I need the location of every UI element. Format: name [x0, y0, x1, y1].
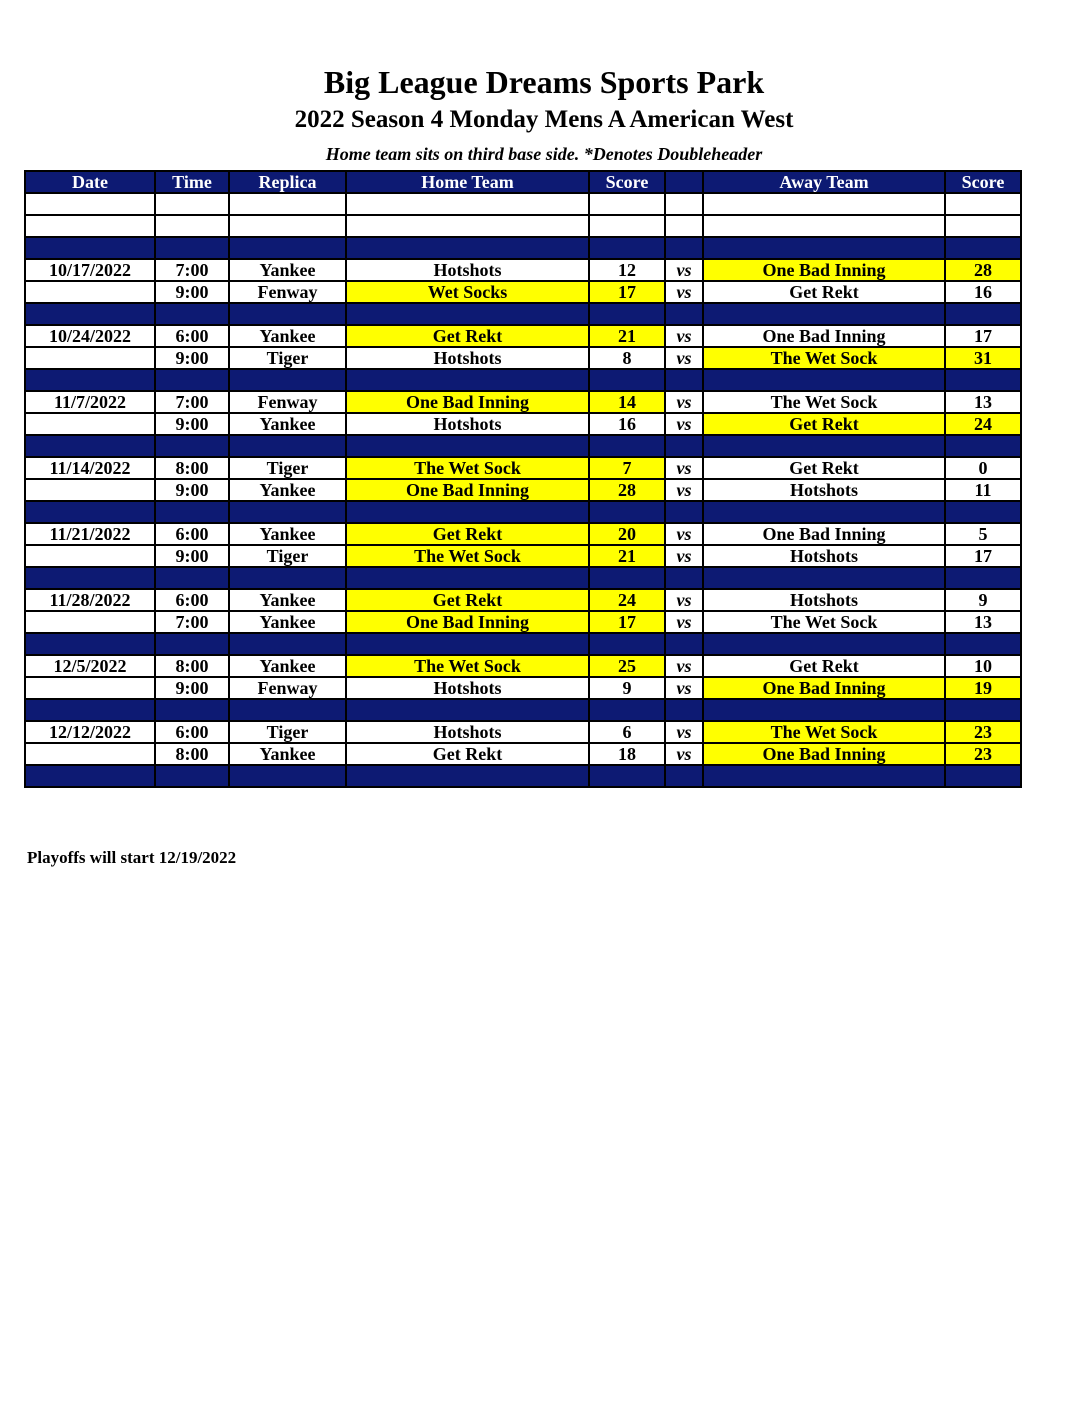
away-team: Hotshots: [703, 479, 945, 501]
away-team: Get Rekt: [703, 413, 945, 435]
away-team: The Wet Sock: [703, 721, 945, 743]
away-score: 13: [945, 391, 1021, 413]
blank-row: [25, 193, 1021, 215]
home-score: 24: [589, 589, 665, 611]
away-score: 19: [945, 677, 1021, 699]
game-replica: Yankee: [229, 413, 346, 435]
game-row: [25, 523, 1021, 545]
game-date: 12/5/2022: [25, 655, 155, 677]
separator-row: [25, 567, 1021, 589]
game-replica: Fenway: [229, 391, 346, 413]
home-score: 20: [589, 523, 665, 545]
home-score: 17: [589, 281, 665, 303]
game-date: [25, 281, 155, 303]
page-subtitle: 2022 Season 4 Monday Mens A American West: [294, 106, 794, 133]
away-team: One Bad Inning: [703, 325, 945, 347]
home-score: 14: [589, 391, 665, 413]
game-time: 9:00: [155, 479, 229, 501]
home-team: Get Rekt: [346, 523, 589, 545]
game-row: [25, 589, 1021, 611]
game-date: 11/7/2022: [25, 391, 155, 413]
away-team: Hotshots: [703, 589, 945, 611]
game-date: 11/14/2022: [25, 457, 155, 479]
col-header-time: Time: [155, 171, 229, 193]
vs-label: vs: [665, 259, 703, 281]
game-date: [25, 479, 155, 501]
away-score: 24: [945, 413, 1021, 435]
game-time: 6:00: [155, 523, 229, 545]
col-header-home-score: Score: [589, 171, 665, 193]
away-team: The Wet Sock: [703, 347, 945, 369]
game-replica: Tiger: [229, 721, 346, 743]
away-score: 10: [945, 655, 1021, 677]
game-time: 7:00: [155, 611, 229, 633]
home-team: Hotshots: [346, 259, 589, 281]
game-row: [25, 259, 1021, 281]
home-score: 21: [589, 545, 665, 567]
home-score: 25: [589, 655, 665, 677]
game-time: 9:00: [155, 347, 229, 369]
vs-label: vs: [665, 721, 703, 743]
separator-row: [25, 501, 1021, 523]
game-time: 6:00: [155, 589, 229, 611]
vs-label: vs: [665, 589, 703, 611]
game-replica: Tiger: [229, 545, 346, 567]
home-score: 6: [589, 721, 665, 743]
playoffs-note: Playoffs will start 12/19/2022: [27, 848, 237, 867]
away-score: 9: [945, 589, 1021, 611]
vs-label: vs: [665, 413, 703, 435]
game-replica: Yankee: [229, 655, 346, 677]
away-score: 11: [945, 479, 1021, 501]
game-date: [25, 545, 155, 567]
vs-label: vs: [665, 347, 703, 369]
game-row: [25, 281, 1021, 303]
home-team: One Bad Inning: [346, 391, 589, 413]
home-score: 12: [589, 259, 665, 281]
separator-row: [25, 369, 1021, 391]
game-time: 8:00: [155, 457, 229, 479]
blank-row: [25, 215, 1021, 237]
game-replica: Yankee: [229, 523, 346, 545]
away-score: 13: [945, 611, 1021, 633]
game-row: [25, 457, 1021, 479]
game-time: 8:00: [155, 743, 229, 765]
game-replica: Yankee: [229, 743, 346, 765]
vs-label: vs: [665, 743, 703, 765]
game-date: [25, 611, 155, 633]
game-replica: Fenway: [229, 281, 346, 303]
game-row: [25, 721, 1021, 743]
game-time: 7:00: [155, 391, 229, 413]
game-replica: Yankee: [229, 479, 346, 501]
game-replica: Yankee: [229, 325, 346, 347]
game-date: [25, 347, 155, 369]
game-time: 9:00: [155, 413, 229, 435]
game-time: 8:00: [155, 655, 229, 677]
vs-label: vs: [665, 281, 703, 303]
game-date: 12/12/2022: [25, 721, 155, 743]
schedule-table: [24, 170, 1022, 788]
away-team: One Bad Inning: [703, 743, 945, 765]
game-row: [25, 655, 1021, 677]
home-team: One Bad Inning: [346, 479, 589, 501]
home-score: 18: [589, 743, 665, 765]
home-team: Get Rekt: [346, 325, 589, 347]
home-team: The Wet Sock: [346, 655, 589, 677]
game-replica: Tiger: [229, 347, 346, 369]
home-team: One Bad Inning: [346, 611, 589, 633]
home-team: Hotshots: [346, 677, 589, 699]
vs-label: vs: [665, 523, 703, 545]
away-team: Get Rekt: [703, 655, 945, 677]
game-time: 9:00: [155, 677, 229, 699]
game-replica: Yankee: [229, 589, 346, 611]
vs-label: vs: [665, 325, 703, 347]
game-replica: Yankee: [229, 611, 346, 633]
away-team: Get Rekt: [703, 281, 945, 303]
game-time: 6:00: [155, 721, 229, 743]
game-time: 9:00: [155, 545, 229, 567]
away-score: 16: [945, 281, 1021, 303]
header-row: [25, 171, 1021, 193]
game-row: [25, 479, 1021, 501]
game-date: [25, 413, 155, 435]
game-row: [25, 611, 1021, 633]
game-time: 9:00: [155, 281, 229, 303]
col-header-date: Date: [25, 171, 155, 193]
home-team: The Wet Sock: [346, 457, 589, 479]
separator-row: [25, 765, 1021, 787]
home-score: 7: [589, 457, 665, 479]
separator-row: [25, 435, 1021, 457]
home-score: 21: [589, 325, 665, 347]
vs-label: vs: [665, 391, 703, 413]
game-row: [25, 391, 1021, 413]
vs-label: vs: [665, 479, 703, 501]
away-score: 17: [945, 545, 1021, 567]
away-score: 17: [945, 325, 1021, 347]
separator-row: [25, 303, 1021, 325]
col-header-away-score: Score: [945, 171, 1021, 193]
away-score: 5: [945, 523, 1021, 545]
game-row: [25, 743, 1021, 765]
home-team: Hotshots: [346, 413, 589, 435]
home-score: 17: [589, 611, 665, 633]
col-header-replica: Replica: [229, 171, 346, 193]
game-date: 11/28/2022: [25, 589, 155, 611]
home-team: Get Rekt: [346, 589, 589, 611]
vs-label: vs: [665, 655, 703, 677]
game-date: 11/21/2022: [25, 523, 155, 545]
game-replica: Fenway: [229, 677, 346, 699]
home-score: 16: [589, 413, 665, 435]
vs-label: vs: [665, 545, 703, 567]
game-time: 6:00: [155, 325, 229, 347]
away-team: The Wet Sock: [703, 391, 945, 413]
game-row: [25, 325, 1021, 347]
home-score: 8: [589, 347, 665, 369]
home-score: 28: [589, 479, 665, 501]
game-date: 10/24/2022: [25, 325, 155, 347]
away-score: 31: [945, 347, 1021, 369]
col-header-vs: [665, 171, 703, 193]
away-team: Get Rekt: [703, 457, 945, 479]
game-time: 7:00: [155, 259, 229, 281]
separator-row: [25, 237, 1021, 259]
page-title: Big League Dreams Sports Park: [323, 64, 765, 100]
home-score: 9: [589, 677, 665, 699]
schedule-body: [25, 193, 1021, 787]
home-team: Hotshots: [346, 721, 589, 743]
away-score: 23: [945, 721, 1021, 743]
away-team: One Bad Inning: [703, 523, 945, 545]
away-team: One Bad Inning: [703, 259, 945, 281]
home-team: Hotshots: [346, 347, 589, 369]
game-date: 10/17/2022: [25, 259, 155, 281]
game-row: [25, 677, 1021, 699]
game-row: [25, 347, 1021, 369]
schedule-note: Home team sits on third base side. *Denotes Doubleheader: [325, 144, 763, 164]
vs-label: vs: [665, 611, 703, 633]
away-team: Hotshots: [703, 545, 945, 567]
col-header-home-team: Home Team: [346, 171, 589, 193]
away-score: 28: [945, 259, 1021, 281]
game-row: [25, 413, 1021, 435]
vs-label: vs: [665, 677, 703, 699]
separator-row: [25, 699, 1021, 721]
separator-row: [25, 633, 1021, 655]
col-header-away-team: Away Team: [703, 171, 945, 193]
game-row: [25, 545, 1021, 567]
home-team: The Wet Sock: [346, 545, 589, 567]
home-team: Wet Socks: [346, 281, 589, 303]
game-date: [25, 677, 155, 699]
away-team: One Bad Inning: [703, 677, 945, 699]
vs-label: vs: [665, 457, 703, 479]
game-replica: Yankee: [229, 259, 346, 281]
away-score: 0: [945, 457, 1021, 479]
away-team: The Wet Sock: [703, 611, 945, 633]
game-date: [25, 743, 155, 765]
away-score: 23: [945, 743, 1021, 765]
home-team: Get Rekt: [346, 743, 589, 765]
game-replica: Tiger: [229, 457, 346, 479]
